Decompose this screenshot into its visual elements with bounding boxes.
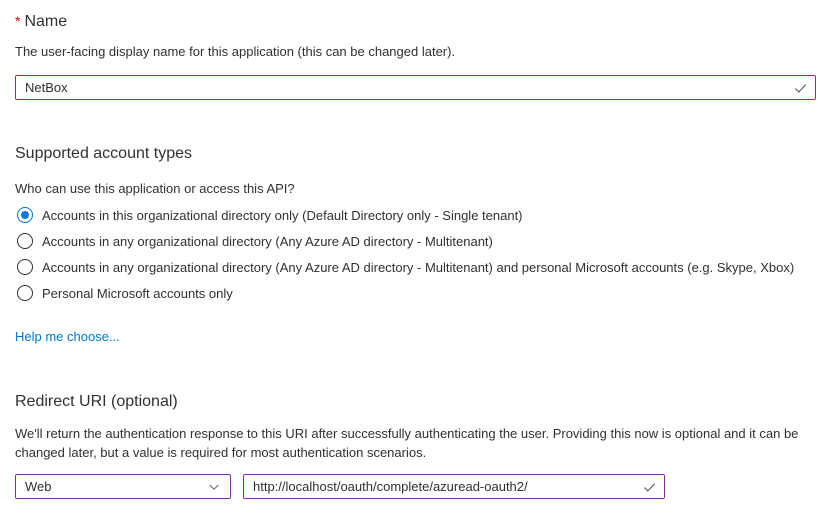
- platform-select-value: Web: [25, 479, 52, 494]
- radio-option-label: Accounts in any organizational directory (Any Azure AD directory - Multitenant): [42, 233, 493, 249]
- name-input[interactable]: [15, 75, 816, 100]
- radio-button[interactable]: [17, 259, 33, 275]
- radio-button[interactable]: [17, 233, 33, 249]
- help-me-choose-link[interactable]: Help me choose...: [15, 329, 120, 344]
- redirect-uri-description: We'll return the authentication response to this URI after successfully authenticating the user. Providing this now is optional and it can be changed later, but a value is required for most authentication scenarios.: [15, 426, 799, 460]
- supported-account-types-section: [15, 143, 816, 346]
- radio-button[interactable]: [17, 285, 33, 301]
- radio-option[interactable]: [15, 228, 816, 254]
- radio-option[interactable]: [15, 202, 816, 228]
- name-description: The user-facing display name for this application (this can be changed later).: [15, 44, 456, 59]
- name-input-wrap: [15, 75, 816, 100]
- name-section-title: [15, 11, 816, 32]
- radio-option-label: Accounts in any organizational directory (Any Azure AD directory - Multitenant) and personal Microsoft accounts (e.g. Skype, Xbox): [42, 259, 795, 275]
- radio-option[interactable]: [15, 280, 816, 306]
- redirect-uri-section: [15, 391, 816, 499]
- redirect-uri-input[interactable]: [243, 474, 665, 499]
- radio-option-label: Personal Microsoft accounts only: [42, 285, 233, 301]
- name-label: Name: [24, 13, 68, 30]
- account-types-title: Supported account types: [15, 145, 193, 162]
- name-section: [15, 11, 816, 100]
- radio-option[interactable]: [15, 254, 816, 280]
- uri-input-wrap: [243, 474, 665, 499]
- redirect-uri-title: Redirect URI (optional): [15, 393, 178, 410]
- chevron-down-icon: [207, 480, 221, 494]
- required-asterisk: *: [15, 13, 21, 29]
- platform-select[interactable]: [15, 474, 231, 499]
- account-types-radio-group: [15, 202, 816, 306]
- radio-button[interactable]: [17, 207, 33, 223]
- radio-option-label: Accounts in this organizational directory only (Default Directory only - Single tenant): [42, 207, 523, 223]
- redirect-uri-row: [15, 474, 816, 499]
- account-types-question: Who can use this application or access this API?: [15, 181, 295, 196]
